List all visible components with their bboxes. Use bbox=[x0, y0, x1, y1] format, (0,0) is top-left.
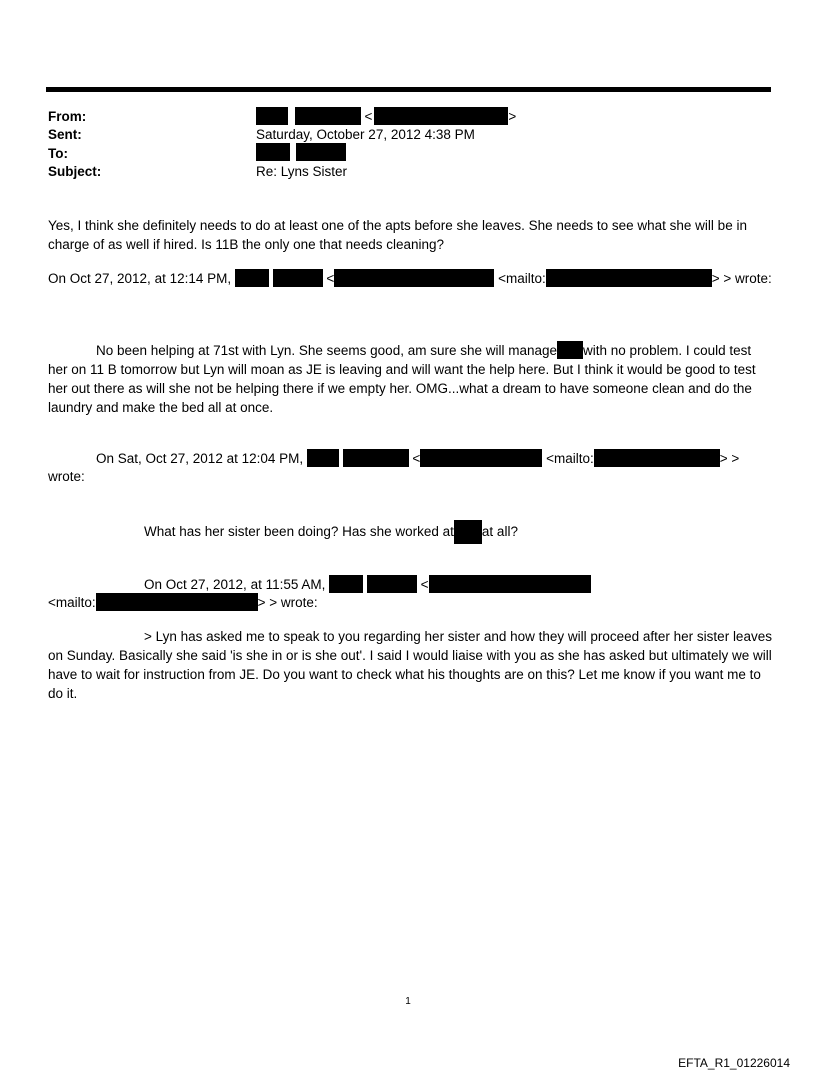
quote3-mailto-line bbox=[48, 593, 318, 612]
redaction-box bbox=[296, 143, 346, 161]
quote2-text bbox=[144, 520, 518, 544]
quote3-lt: < bbox=[420, 577, 429, 592]
quote1-mailto: <mailto: bbox=[498, 271, 546, 286]
quote3-prefix: On Oct 27, 2012, at 11:55 AM, bbox=[144, 577, 326, 592]
redaction-box bbox=[546, 269, 712, 287]
quote2-text-a: What has her sister been doing? Has she worked at bbox=[144, 524, 454, 539]
quote2-wrote: wrote: bbox=[48, 469, 85, 484]
redaction-box bbox=[256, 143, 290, 161]
redaction-box bbox=[420, 449, 542, 467]
from-label: From: bbox=[48, 109, 87, 124]
quote3-mailto: <mailto: bbox=[48, 595, 96, 610]
redaction-box bbox=[334, 269, 494, 287]
subject-label: Subject: bbox=[48, 164, 102, 179]
quote3-text: > Lyn has asked me to speak to you regarding her sister and how they will proceed after her sister leaves on Sunday. Basically she said 'is she in or is she out'. I said I would liaise with you as she has asked but ultimately we will have to wait for instruction from JE. Do you want to check what his thoughts are on this? Let me know if you want me to do it. bbox=[48, 629, 772, 701]
quote1-header bbox=[48, 269, 772, 288]
redaction-box bbox=[329, 575, 363, 593]
quote2-lt: < bbox=[412, 451, 421, 466]
quote2-header bbox=[96, 449, 739, 468]
quote1-text-b: with no problem. I could test her on 11 B tomorrow but Lyn will moan as JE is leaving and will want the help here. But I think it would be good to test her out there as will she not be helping there if we empty her. OMG...what a dream to have someone clean and do the laundry and make the bed all at once. bbox=[48, 343, 756, 415]
subject-value: Re: Lyns Sister bbox=[256, 164, 348, 179]
redaction-box bbox=[594, 449, 720, 467]
redaction-box bbox=[295, 107, 361, 125]
quote1-lt: < bbox=[326, 271, 335, 286]
page-number: 1 bbox=[405, 996, 411, 1007]
redaction-box bbox=[557, 341, 583, 359]
quote1-suffix: > > wrote: bbox=[711, 271, 772, 286]
quote1-text bbox=[48, 341, 773, 417]
redaction-box bbox=[256, 107, 288, 125]
quote3-header bbox=[144, 575, 591, 594]
redaction-box bbox=[96, 593, 258, 611]
redaction-box bbox=[273, 269, 323, 287]
from-lt: < bbox=[364, 109, 373, 124]
to-label: To: bbox=[48, 146, 68, 161]
sent-value: Saturday, October 27, 2012 4:38 PM bbox=[256, 127, 475, 142]
header-rule bbox=[46, 87, 771, 92]
redaction-box bbox=[343, 449, 409, 467]
quote2-prefix: On Sat, Oct 27, 2012 at 12:04 PM, bbox=[96, 451, 304, 466]
redaction-box bbox=[429, 575, 591, 593]
redaction-box bbox=[454, 520, 482, 544]
quote2-suffix: > > bbox=[719, 451, 740, 466]
document-id: EFTA_R1_01226014 bbox=[678, 1056, 790, 1070]
quote2-text-b: at all? bbox=[481, 524, 518, 539]
quote1-prefix: On Oct 27, 2012, at 12:14 PM, bbox=[48, 271, 232, 286]
from-value bbox=[256, 107, 516, 126]
from-gt: > bbox=[508, 109, 517, 124]
redaction-box bbox=[367, 575, 417, 593]
redaction-box bbox=[307, 449, 339, 467]
to-value bbox=[256, 143, 346, 162]
reply-text: Yes, I think she definitely needs to do at least one of the apts before she leaves. She needs to see what she will be in charge of as well if hired. Is 11B the only one that needs cleaning? bbox=[48, 218, 747, 252]
quote1-text-a: No been helping at 71st with Lyn. She seems good, am sure she will manage bbox=[96, 343, 558, 358]
redaction-box bbox=[235, 269, 269, 287]
redaction-box bbox=[374, 107, 508, 125]
sent-label: Sent: bbox=[48, 127, 82, 142]
quote3-suffix: > > wrote: bbox=[257, 595, 318, 610]
quote2-mailto: <mailto: bbox=[546, 451, 594, 466]
